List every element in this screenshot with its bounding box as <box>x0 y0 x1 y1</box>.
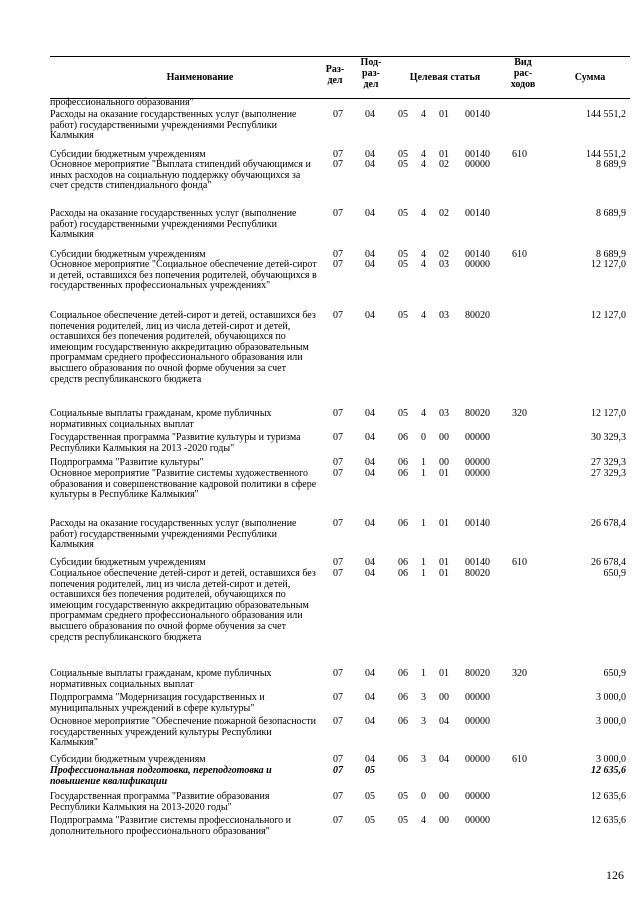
cell-t4: 00000 <box>465 159 490 170</box>
cell-t1: 05 <box>398 259 408 270</box>
cell-prz: 04 <box>365 208 375 219</box>
cell-t1: 06 <box>398 457 408 468</box>
cell-t4: 00000 <box>465 692 490 703</box>
cell-sum: 12 635,6 <box>591 791 626 802</box>
cell-t3: 00 <box>439 432 449 443</box>
table-header <box>50 56 630 99</box>
cell-rz: 07 <box>333 815 343 826</box>
cell-t4: 00140 <box>465 518 490 529</box>
cell-t3: 02 <box>439 208 449 219</box>
cell-t3: 01 <box>439 668 449 679</box>
cell-prz: 04 <box>365 432 375 443</box>
cell-t3: 03 <box>439 310 449 321</box>
cell-sum: 12 635,6 <box>591 765 626 776</box>
cell-t1: 06 <box>398 518 408 529</box>
cell-sum: 3 000,0 <box>596 692 626 703</box>
cell-rz: 07 <box>333 208 343 219</box>
cell-name: Субсидии бюджетным учреждениям <box>50 557 206 568</box>
cell-t2: 3 <box>421 754 426 765</box>
cell-t4: 00000 <box>465 754 490 765</box>
cell-t2: 4 <box>421 149 426 160</box>
cell-name: Социальные выплаты гражданам, кроме публичных нормативных социальных выплат <box>50 668 272 690</box>
cell-t2: 4 <box>421 310 426 321</box>
cell-t1: 06 <box>398 557 408 568</box>
cell-t1: 06 <box>398 432 408 443</box>
cell-t2: 4 <box>421 109 426 120</box>
cell-t3: 01 <box>439 109 449 120</box>
cell-t3: 00 <box>439 815 449 826</box>
cell-t1: 05 <box>398 149 408 160</box>
cell-vr: 610 <box>512 557 527 568</box>
cell-t2: 4 <box>421 159 426 170</box>
cell-t1: 06 <box>398 568 408 579</box>
cell-rz: 07 <box>333 668 343 679</box>
cell-t4: 80020 <box>465 408 490 419</box>
cell-rz: 07 <box>333 754 343 765</box>
cell-prz: 04 <box>365 668 375 679</box>
cell-sum: 3 000,0 <box>596 754 626 765</box>
cell-sum: 26 678,4 <box>591 557 626 568</box>
cell-t2: 1 <box>421 468 426 479</box>
cell-t4: 00000 <box>465 716 490 727</box>
cell-rz: 07 <box>333 432 343 443</box>
cell-sum: 12 127,0 <box>591 310 626 321</box>
cell-t3: 00 <box>439 692 449 703</box>
cell-rz: 07 <box>333 149 343 160</box>
cell-rz: 07 <box>333 518 343 529</box>
cell-t1: 05 <box>398 815 408 826</box>
cell-sum: 144 551,2 <box>586 149 626 160</box>
cell-sum: 8 689,9 <box>596 159 626 170</box>
cell-t1: 06 <box>398 468 408 479</box>
cell-t1: 06 <box>398 754 408 765</box>
cell-t1: 05 <box>398 109 408 120</box>
cell-t2: 4 <box>421 259 426 270</box>
cell-prz: 04 <box>365 692 375 703</box>
cell-name: Основное мероприятие "Выплата стипендий обучающимся и иных расходов на социальную поддержку обучающихся за счет средств стипендиального фонда" <box>50 159 311 192</box>
cell-t4: 00140 <box>465 109 490 120</box>
cell-prz: 04 <box>365 468 375 479</box>
cell-t4: 00000 <box>465 468 490 479</box>
cell-t2: 1 <box>421 557 426 568</box>
cell-t3: 04 <box>439 754 449 765</box>
cell-t4: 80020 <box>465 568 490 579</box>
cell-t4: 00000 <box>465 457 490 468</box>
cell-name: Социальные выплаты гражданам, кроме публичных нормативных социальных выплат <box>50 408 272 430</box>
cell-prz: 04 <box>365 109 375 120</box>
cell-prz: 04 <box>365 149 375 160</box>
cell-name: Подпрограмма "Модернизация государственных и муниципальных учреждений в сфере культуры" <box>50 692 265 714</box>
cell-t2: 1 <box>421 518 426 529</box>
cell-name: профессионального образования" <box>50 97 194 108</box>
cell-name: Подпрограмма "Развитие системы профессионального и дополнительного профессионального образования" <box>50 815 292 837</box>
cell-t3: 00 <box>439 457 449 468</box>
cell-rz: 07 <box>333 159 343 170</box>
cell-sum: 8 689,9 <box>596 249 626 260</box>
cell-t4: 00140 <box>465 149 490 160</box>
cell-rz: 07 <box>333 310 343 321</box>
cell-name: Государственная программа "Развитие образования Республики Калмыкия на 2013-2020 годы" <box>50 791 270 813</box>
cell-t3: 01 <box>439 518 449 529</box>
cell-prz: 04 <box>365 518 375 529</box>
cell-prz: 04 <box>365 557 375 568</box>
cell-name: Субсидии бюджетным учреждениям <box>50 149 206 160</box>
cell-vr: 610 <box>512 149 527 160</box>
cell-name: Субсидии бюджетным учреждениям <box>50 754 206 765</box>
cell-sum: 12 127,0 <box>591 259 626 270</box>
cell-sum: 650,9 <box>603 668 626 679</box>
cell-sum: 8 689,9 <box>596 208 626 219</box>
cell-prz: 04 <box>365 259 375 270</box>
cell-sum: 12 127,0 <box>591 408 626 419</box>
cell-prz: 05 <box>365 791 375 802</box>
cell-name: Основное мероприятие "Развитие системы художественного образования и совершенствование кадровой политики в сфере культуры в Республике Калмыкия" <box>50 468 317 501</box>
page-number: 126 <box>606 868 624 882</box>
cell-prz: 04 <box>365 716 375 727</box>
cell-vr: 320 <box>512 408 527 419</box>
cell-prz: 04 <box>365 249 375 260</box>
cell-t2: 3 <box>421 716 426 727</box>
cell-t2: 1 <box>421 668 426 679</box>
cell-t4: 00000 <box>465 815 490 826</box>
cell-name: Субсидии бюджетным учреждениям <box>50 249 206 260</box>
cell-prz: 04 <box>365 310 375 321</box>
cell-prz: 04 <box>365 159 375 170</box>
cell-name: Основное мероприятие "Социальное обеспечение детей-сирот и детей, оставшихся без попечения родителей, обучающихся в государственных профессиональных учреждениях" <box>50 259 317 292</box>
cell-name: Расходы на оказание государственных услуг (выполнение работ) государственными учреждениями Республики Калмыкия <box>50 518 297 551</box>
header-name: Наименование <box>166 72 234 83</box>
cell-t4: 00000 <box>465 791 490 802</box>
cell-rz: 07 <box>333 468 343 479</box>
cell-t1: 05 <box>398 208 408 219</box>
cell-t1: 05 <box>398 408 408 419</box>
cell-rz: 07 <box>333 716 343 727</box>
cell-sum: 27 329,3 <box>591 468 626 479</box>
cell-name: Основное мероприятие "Обеспечение пожарной безопасности государственных учреждений культуры Республики Калмыкия" <box>50 716 316 749</box>
cell-sum: 12 635,6 <box>591 815 626 826</box>
cell-rz: 07 <box>333 557 343 568</box>
cell-rz: 07 <box>333 568 343 579</box>
cell-t4: 00140 <box>465 208 490 219</box>
cell-prz: 04 <box>365 568 375 579</box>
cell-t2: 0 <box>421 791 426 802</box>
cell-rz: 07 <box>333 457 343 468</box>
cell-t4: 80020 <box>465 310 490 321</box>
cell-t3: 04 <box>439 716 449 727</box>
cell-name: Социальное обеспечение детей-сирот и детей, оставшихся без попечения родителей, лиц из числа детей-сирот и детей, оставшихся без попечения родителей, обучающихся по имеющим государственную аккредитацию образовательным программам среднего профессионального образования или высшего образования по очной форме обучения за счет средств республиканского бюджета <box>50 568 316 643</box>
cell-name: Государственная программа "Развитие культуры и туризма Республики Калмыкия на 2013 -2020 годы" <box>50 432 301 454</box>
cell-t2: 4 <box>421 208 426 219</box>
cell-t3: 02 <box>439 249 449 260</box>
cell-vr: 610 <box>512 249 527 260</box>
cell-name: Подпрограмма "Развитие культуры" <box>50 457 204 468</box>
cell-t2: 3 <box>421 692 426 703</box>
cell-t4: 00140 <box>465 557 490 568</box>
cell-t2: 4 <box>421 815 426 826</box>
cell-rz: 07 <box>333 259 343 270</box>
cell-t3: 01 <box>439 557 449 568</box>
cell-name: Расходы на оказание государственных услуг (выполнение работ) государственными учреждениями Республики Калмыкия <box>50 109 297 142</box>
cell-t2: 4 <box>421 408 426 419</box>
cell-prz: 05 <box>365 815 375 826</box>
header-target: Целевая статья <box>409 72 481 83</box>
cell-sum: 30 329,3 <box>591 432 626 443</box>
cell-name: Профессиональная подготовка, переподготовка и повышение квалификации <box>50 765 272 787</box>
cell-t3: 00 <box>439 791 449 802</box>
cell-t3: 03 <box>439 408 449 419</box>
cell-t1: 06 <box>398 716 408 727</box>
cell-prz: 04 <box>365 408 375 419</box>
cell-t1: 06 <box>398 692 408 703</box>
cell-sum: 144 551,2 <box>586 109 626 120</box>
cell-name: Социальное обеспечение детей-сирот и детей, оставшихся без попечения родителей, лиц из числа детей-сирот и детей, оставшихся без попечения родителей, обучающихся по имеющим государственную аккредитацию образовательным программам среднего профессионального образования или высшего образования по очной форме обучения за счет средств республиканского бюджета <box>50 310 316 385</box>
cell-sum: 27 329,3 <box>591 457 626 468</box>
cell-t4: 00000 <box>465 259 490 270</box>
cell-rz: 07 <box>333 692 343 703</box>
header-razdel: Раз- дел <box>325 64 345 86</box>
cell-prz: 05 <box>365 765 375 776</box>
cell-t3: 01 <box>439 468 449 479</box>
cell-t1: 05 <box>398 159 408 170</box>
cell-t3: 02 <box>439 159 449 170</box>
cell-prz: 04 <box>365 457 375 468</box>
cell-t1: 05 <box>398 310 408 321</box>
cell-t2: 1 <box>421 568 426 579</box>
cell-t4: 80020 <box>465 668 490 679</box>
cell-t1: 05 <box>398 791 408 802</box>
cell-t3: 01 <box>439 568 449 579</box>
cell-sum: 3 000,0 <box>596 716 626 727</box>
cell-t4: 00000 <box>465 432 490 443</box>
cell-rz: 07 <box>333 109 343 120</box>
cell-rz: 07 <box>333 765 343 776</box>
cell-t3: 01 <box>439 149 449 160</box>
cell-name: Расходы на оказание государственных услуг (выполнение работ) государственными учреждениями Республики Калмыкия <box>50 208 297 241</box>
cell-rz: 07 <box>333 791 343 802</box>
header-vid: Вид рас- ходов <box>510 57 536 90</box>
cell-t2: 0 <box>421 432 426 443</box>
header-sum: Сумма <box>574 72 606 83</box>
cell-prz: 04 <box>365 754 375 765</box>
cell-t1: 06 <box>398 668 408 679</box>
cell-rz: 07 <box>333 249 343 260</box>
cell-sum: 650,9 <box>603 568 626 579</box>
cell-vr: 320 <box>512 668 527 679</box>
cell-t2: 4 <box>421 249 426 260</box>
cell-t4: 00140 <box>465 249 490 260</box>
cell-sum: 26 678,4 <box>591 518 626 529</box>
cell-rz: 07 <box>333 408 343 419</box>
cell-t3: 03 <box>439 259 449 270</box>
cell-vr: 610 <box>512 754 527 765</box>
cell-t1: 05 <box>398 249 408 260</box>
cell-t2: 1 <box>421 457 426 468</box>
header-podrazdel: Под- раз- дел <box>360 57 382 90</box>
